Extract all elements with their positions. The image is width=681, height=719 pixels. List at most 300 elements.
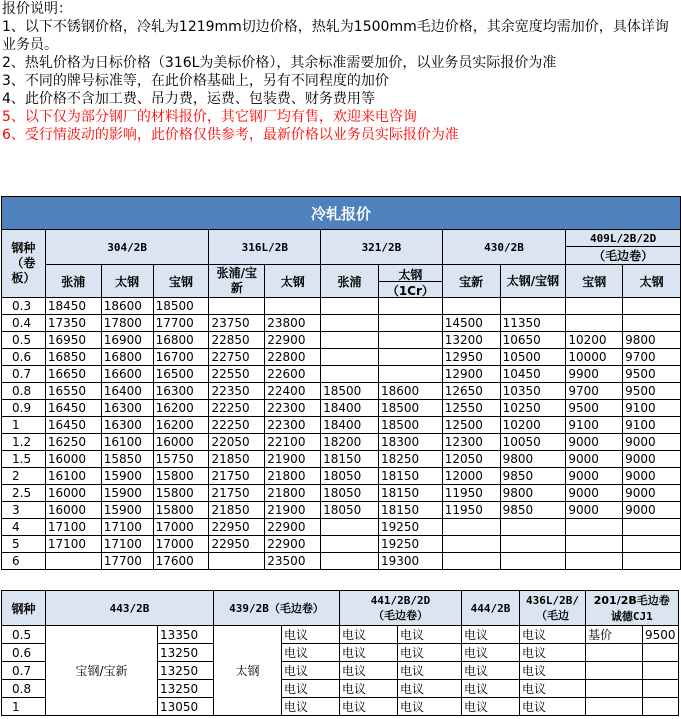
price-cell: 13350 [158,626,214,644]
price-cell: 13200 [442,332,500,349]
price-cell: 19250 [378,519,442,536]
price-cell: 16000 [45,502,101,519]
price-cell: 16650 [45,366,101,383]
price-cell [586,644,643,662]
grade-header-439: 439/2B（毛边卷） [214,591,340,626]
price-cell: 18150 [378,468,442,485]
price-cell: 18150 [321,451,379,468]
price-cell: 12650 [442,383,500,400]
mill-header: 张浦 [321,265,379,298]
price-cell: 9850 [500,468,566,485]
price-cell [566,519,623,536]
price-cell: 9000 [566,434,623,451]
price-cell: 电议 [282,662,340,680]
price-cell: 9100 [566,417,623,434]
price-cell: 18050 [321,468,379,485]
price-cell: 16450 [45,417,101,434]
mill-header: 太钢 [623,265,681,298]
spec-cell: 2 [2,468,46,485]
table-row [2,451,681,468]
price-cell: 11950 [442,485,500,502]
table-row [2,468,681,485]
price-cell: 18500 [153,298,209,315]
price-cell [321,519,379,536]
price-cell: 12500 [442,417,500,434]
price-cell [321,332,379,349]
price-cell: 17100 [101,519,153,536]
price-cell: 9100 [623,417,681,434]
spec-cell: 0.4 [2,315,46,332]
price-cell [643,644,679,662]
spec-cell: 0.5 [2,626,46,644]
price-cell: 16550 [45,383,101,400]
price-cell: 12000 [442,468,500,485]
price-cell: 9000 [623,434,681,451]
spec-cell: 6 [2,553,46,570]
price-cell: 22900 [265,332,321,349]
price-cell [378,315,442,332]
spec-cell: 0.3 [2,298,46,315]
price-cell [378,349,442,366]
table-row [2,383,681,400]
price-cell: 18300 [378,434,442,451]
price-cell [500,553,566,570]
grade-201-label: 201/2B毛边卷 [593,594,670,607]
price-cell: 电议 [340,680,398,698]
price-cell: 18150 [378,485,442,502]
spec-cell: 0.8 [2,383,46,400]
price-cell: 17000 [153,519,209,536]
price-cell: 电议 [398,698,462,716]
price-cell: 22950 [209,519,265,536]
price-cell [500,536,566,553]
price-cell: 11350 [500,315,566,332]
grade-441-label: 441/2B/2D [370,593,431,607]
price-cell: 16000 [45,451,101,468]
price-cell: 22350 [209,383,265,400]
price-cell: 电议 [462,662,520,680]
spec-cell: 4 [2,519,46,536]
price-cell: 16700 [153,349,209,366]
price-cell: 16850 [45,349,101,366]
price-cell: 12950 [442,349,500,366]
price-cell: 18250 [378,451,442,468]
price-cell: 22300 [265,400,321,417]
price-cell: 15900 [101,468,153,485]
grade-header-201 [586,591,679,626]
price-cell [442,553,500,570]
price-cell [378,332,442,349]
price-cell: 17600 [153,553,209,570]
price-cell [321,349,379,366]
price-cell: 22250 [209,417,265,434]
price-cell: 22300 [265,417,321,434]
note-line: 1、以下不锈钢价格，冷轧为1219mm切边价格，热轧为1500mm毛边价格，其余宽度均需加价，具体详询业务员。 [2,19,669,53]
mill-header: 张浦 [45,265,101,298]
price-cell [643,662,679,680]
price-cell [321,536,379,553]
price-cell: 21900 [265,502,321,519]
price-cell: 15850 [101,451,153,468]
price-cell: 16500 [153,366,209,383]
price-cell: 10250 [500,400,566,417]
price-cell: 22600 [265,366,321,383]
price-cell: 电议 [340,698,398,716]
price-cell: 9000 [623,485,681,502]
grade-436-sub: （毛边 [536,608,569,622]
price-cell: 电议 [398,626,462,644]
price-cell [623,315,681,332]
price-cell: 电议 [282,626,340,644]
price-cell: 13250 [158,680,214,698]
spec-cell: 0.8 [2,680,46,698]
price-cell [321,553,379,570]
price-cell: 21750 [209,485,265,502]
price-cell: 10000 [566,349,623,366]
spec-cell: 1.2 [2,434,46,451]
price-cell: 电议 [462,644,520,662]
price-cell: 9000 [566,502,623,519]
price-cell: 电议 [520,698,586,716]
price-cell [321,315,379,332]
price-cell [566,553,623,570]
mill-header: 太钢 [379,266,442,282]
price-cell [442,298,500,315]
price-cell: 18200 [321,434,379,451]
price-cell: 21800 [265,468,321,485]
price-cell: 18050 [321,485,379,502]
price-cell [566,298,623,315]
price-cell: 12550 [442,400,500,417]
price-cell: 18500 [321,383,379,400]
grade-header-443: 443/2B [46,591,214,626]
price-cell: 10650 [500,332,566,349]
spec-cell: 0.6 [2,644,46,662]
price-cell: 22750 [209,349,265,366]
price-cell: 15800 [153,468,209,485]
grade-header-436l [520,591,586,626]
price-cell: 18500 [378,400,442,417]
price-cell: 18400 [321,400,379,417]
price-cell: 电议 [282,698,340,716]
price-cell: 13050 [158,698,214,716]
table-row [2,485,681,502]
price-cell: 12900 [442,366,500,383]
price-cell [378,298,442,315]
price-cell: 16900 [101,332,153,349]
price-cell: 17700 [101,553,153,570]
price-notes [2,0,678,144]
price-cell: 17350 [45,315,101,332]
price-cell [442,536,500,553]
table-row [2,400,681,417]
price-cell: 23500 [265,553,321,570]
price-cell: 电议 [340,644,398,662]
price-cell: 10200 [566,332,623,349]
grade-201-sub: 诚德CJ1 [610,610,653,623]
note-line: 3、不同的牌号标准等，在此价格基础上，另有不同程度的加价 [2,73,389,89]
price-cell: 9500 [566,400,623,417]
price-cell [586,698,643,716]
price-cell: 11950 [442,502,500,519]
price-cell: 17100 [45,519,101,536]
table-row [2,417,681,434]
price-cell: 22100 [265,434,321,451]
price-cell: 19250 [378,536,442,553]
price-cell: 22550 [209,366,265,383]
price-cell: 电议 [462,698,520,716]
price-cell: 16200 [153,417,209,434]
price-cell: 9000 [566,451,623,468]
price-cell: 9800 [500,485,566,502]
price-cell: 9000 [566,485,623,502]
spec-cell: 2.5 [2,485,46,502]
price-cell: 电议 [282,680,340,698]
price-cell: 10500 [500,349,566,366]
price-cell [566,536,623,553]
price-cell [566,315,623,332]
price-cell: 电议 [398,662,462,680]
price-cell: 17700 [153,315,209,332]
price-cell [586,680,643,698]
price-cell: 18600 [378,383,442,400]
price-cell: 13250 [158,644,214,662]
price-cell: 电议 [520,680,586,698]
mill-header: 太钢 [265,265,321,298]
price-cell: 9500 [623,366,681,383]
price-cell: 22950 [209,536,265,553]
price-cell [500,519,566,536]
price-cell: 17100 [45,536,101,553]
price-cell [643,680,679,698]
spec-cell: 5 [2,536,46,553]
table-row [2,298,681,315]
price-cell: 电议 [340,626,398,644]
price-cell: 15900 [101,485,153,502]
price-cell: 15750 [153,451,209,468]
price-cell: 22900 [265,536,321,553]
price-cell: 电议 [462,626,520,644]
price-cell: 9800 [623,332,681,349]
price-cell: 21900 [265,451,321,468]
mill-cell-439: 太钢 [214,626,282,716]
mill-header: 宝新 [442,265,500,298]
grade-header-304: 304/2B [45,230,209,265]
price-cell: 10450 [500,366,566,383]
price-cell: 9900 [566,366,623,383]
price-cell: 16400 [101,383,153,400]
price-cell: 9000 [623,451,681,468]
price-cell: 21750 [209,468,265,485]
table-row [2,502,681,519]
grade-441-sub: （毛边卷） [373,608,428,622]
grade-header-441 [340,591,462,626]
price-cell: 电议 [340,662,398,680]
spec-cell: 1 [2,698,46,716]
price-cell [586,662,643,680]
mill-header: 宝钢 [153,265,209,298]
table-row [2,349,681,366]
price-cell: 19300 [378,553,442,570]
other-grades-price-table [1,590,679,716]
price-cell: 15800 [153,502,209,519]
price-cell [45,553,101,570]
price-cell [265,298,321,315]
price-cell: 基价 [586,626,643,644]
price-cell: 16000 [45,485,101,502]
grade-header-444: 444/2B [462,591,520,626]
price-cell: 12300 [442,434,500,451]
table-row [2,519,681,536]
price-cell: 9700 [623,349,681,366]
spec-cell: 0.9 [2,400,46,417]
price-cell [623,298,681,315]
price-cell: 16100 [101,434,153,451]
price-cell: 22050 [209,434,265,451]
price-cell [643,698,679,716]
note-line: 4、此价格不含加工费、吊力费，运费、包装费、财务费用等 [2,91,375,107]
price-cell: 9500 [623,383,681,400]
mill-321-sub: （1Cr） [386,283,434,298]
price-cell: 16600 [101,366,153,383]
table-row [2,366,681,383]
price-cell: 电议 [398,680,462,698]
cold-rolled-price-table [1,196,681,570]
price-cell: 13250 [158,662,214,680]
price-cell: 18450 [45,298,101,315]
price-cell [378,366,442,383]
price-cell [321,298,379,315]
mill-header: 太钢/宝钢 [500,265,566,298]
mill-header: 张浦/宝新 [209,265,265,298]
price-cell: 电议 [520,626,586,644]
price-cell: 16450 [45,400,101,417]
price-cell: 22900 [265,519,321,536]
price-cell: 16250 [45,434,101,451]
price-cell: 23800 [265,315,321,332]
price-cell: 电议 [520,662,586,680]
table-row [2,626,679,644]
table-row [2,434,681,451]
spec-cell: 0.7 [2,662,46,680]
table-row [2,536,681,553]
price-cell: 16300 [101,417,153,434]
note-line: 2、热轧价格为日标价格（316L为美标价格），其余标准需要加价，以业务员实际报价为准 [2,55,557,71]
price-cell: 电议 [282,644,340,662]
price-cell: 9000 [623,502,681,519]
grade-header-321: 321/2B [321,230,443,265]
price-cell [209,553,265,570]
grade-436-label: 436L/2B/ [526,593,579,607]
notes-heading: 报价说明： [2,1,72,17]
price-cell: 17000 [153,536,209,553]
grade-header-409l: 409L/2B/2D [566,230,681,247]
mill-header: 太钢 [101,265,153,298]
price-cell: 18400 [321,417,379,434]
price-cell [321,366,379,383]
grade-header-316l: 316L/2B [209,230,321,265]
price-cell [623,519,681,536]
price-cell: 10050 [500,434,566,451]
price-cell: 22250 [209,400,265,417]
price-cell: 21850 [209,502,265,519]
price-cell: 16100 [45,468,101,485]
price-cell: 9000 [623,468,681,485]
spec-header: 钢种（卷板） [2,230,46,298]
price-cell: 16000 [153,434,209,451]
mill-cell-443: 宝钢/宝新 [46,626,158,716]
price-cell: 16200 [153,400,209,417]
price-cell: 21850 [209,451,265,468]
price-cell: 9100 [623,400,681,417]
grade-header-430: 430/2B [442,230,566,265]
table-row [2,553,681,570]
price-cell: 10200 [500,417,566,434]
table-row [2,332,681,349]
price-cell: 22400 [265,383,321,400]
price-cell: 10350 [500,383,566,400]
price-cell [209,298,265,315]
note-line-red: 6、受行情波动的影响，此价格仅供参考，最新价格以业务员实际报价为准 [2,127,459,143]
cold-table-title: 冷轧报价 [2,197,681,230]
price-cell: 9850 [500,502,566,519]
price-cell: 12050 [442,451,500,468]
table-row [2,315,681,332]
price-cell: 电议 [462,680,520,698]
price-cell: 18150 [378,502,442,519]
price-cell: 16800 [153,332,209,349]
price-cell: 17800 [101,315,153,332]
price-cell: 9500 [643,626,679,644]
price-cell [623,553,681,570]
price-cell: 9000 [566,468,623,485]
mill-header: 宝钢 [566,265,623,298]
price-cell: 18600 [101,298,153,315]
price-cell: 22850 [209,332,265,349]
spec-header: 钢种 [2,591,46,626]
price-cell: 16950 [45,332,101,349]
spec-cell: 0.5 [2,332,46,349]
price-cell: 23750 [209,315,265,332]
spec-cell: 3 [2,502,46,519]
price-cell [500,298,566,315]
spec-cell: 1.5 [2,451,46,468]
price-cell: 电议 [520,644,586,662]
grade-409l-sub: （毛边卷） [566,247,681,265]
price-cell: 15900 [101,502,153,519]
price-cell: 电议 [398,644,462,662]
mill-header-321 [378,265,442,298]
price-cell: 14500 [442,315,500,332]
price-cell: 18500 [378,417,442,434]
price-cell: 16800 [101,349,153,366]
price-cell: 17100 [101,536,153,553]
price-cell: 22800 [265,349,321,366]
price-cell: 15800 [153,485,209,502]
price-cell: 9800 [500,451,566,468]
price-cell: 9700 [566,383,623,400]
price-cell: 21800 [265,485,321,502]
price-cell: 18050 [321,502,379,519]
price-cell: 16300 [153,383,209,400]
spec-cell: 0.7 [2,366,46,383]
price-cell: 16300 [101,400,153,417]
spec-cell: 1 [2,417,46,434]
price-cell [623,536,681,553]
price-cell [442,519,500,536]
spec-cell: 0.6 [2,349,46,366]
note-line-red: 5、以下仅为部分钢厂的材料报价，其它钢厂均有售，欢迎来电咨询 [2,109,417,125]
